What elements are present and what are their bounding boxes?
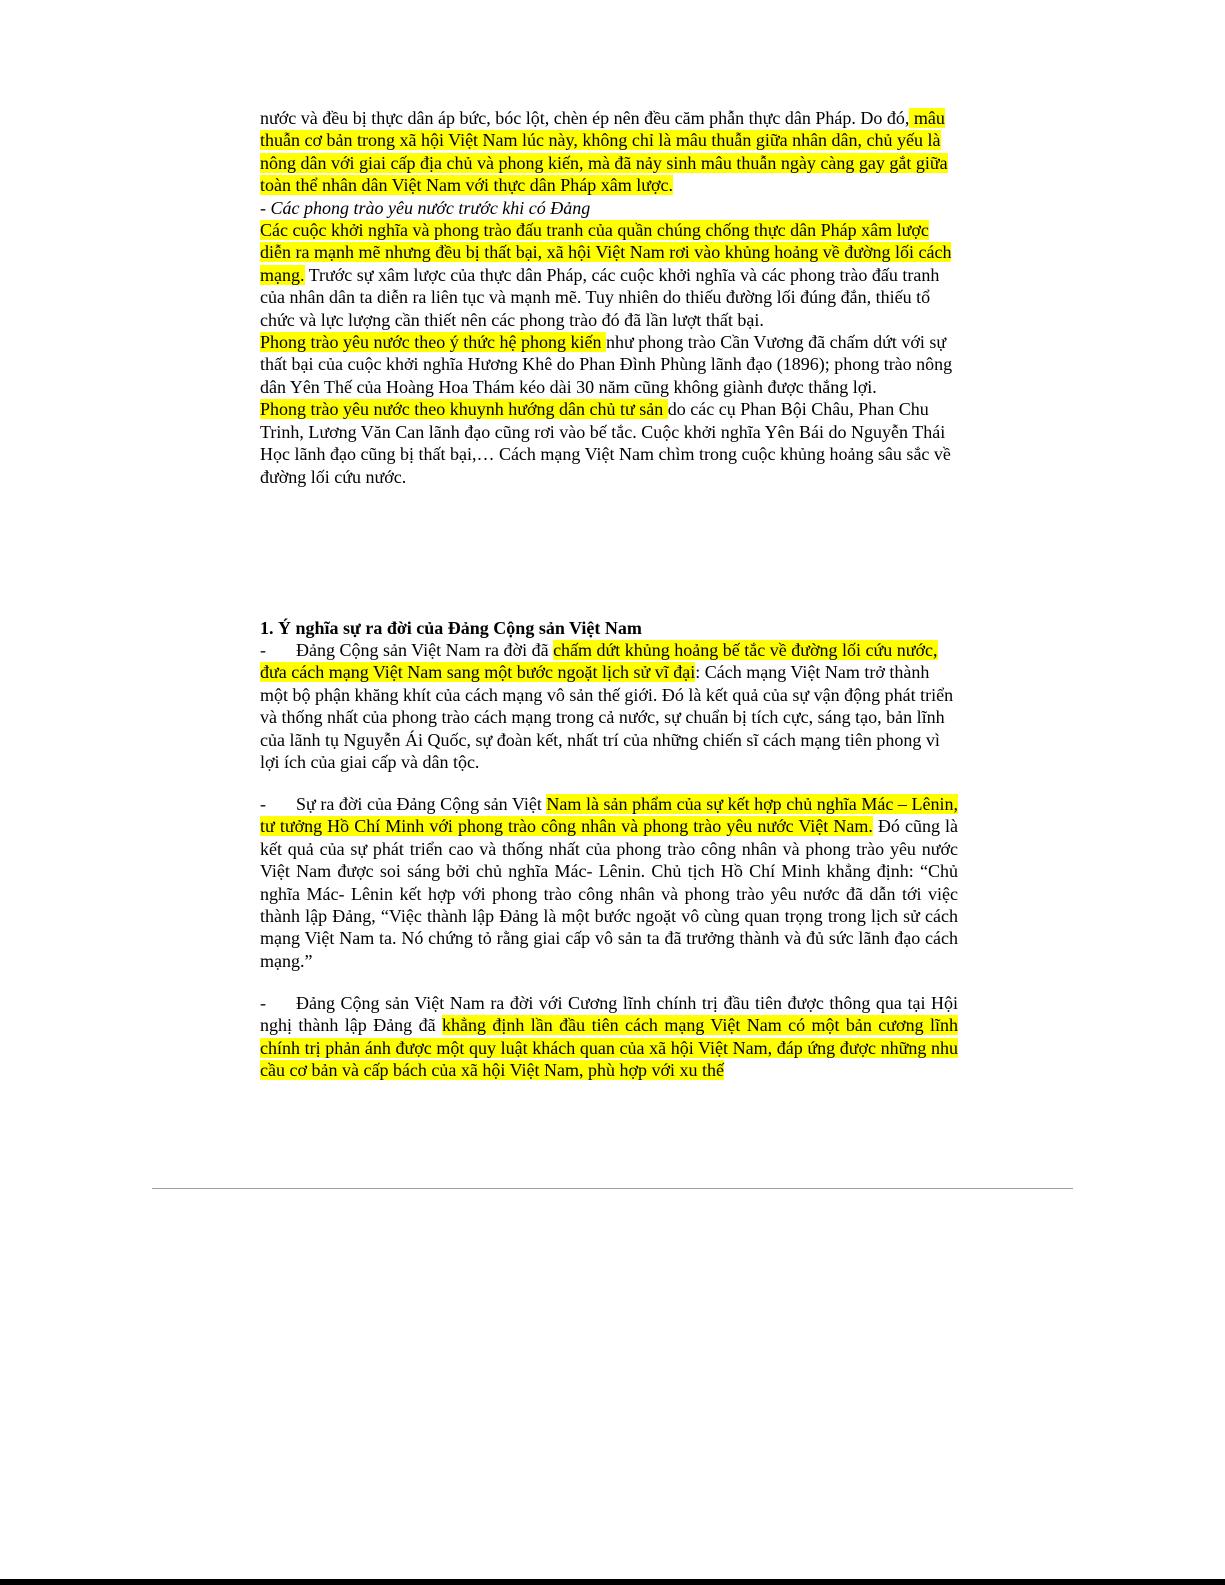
highlighted-text: mâu thuẫn cơ bản trong xã hội Việt Nam lúc này, không chỉ là mâu thuẫn giữa nhân dân, chủ yếu là nông dân với giai cấp địa chủ và phong kiến, mà đã nảy sinh mâu thuẫn ngày càng gay gắt giữa toàn thể nhân dân Việt Nam với thực dân Pháp xâm lược. xyxy=(260,108,948,196)
highlighted-text: Nam là sản phẩm của sự kết hợp chủ nghĩa Mác – Lênin, tư tưởng Hồ Chí Minh với phong trào công nhân và phong trào yêu nước Việt Nam. xyxy=(260,794,958,837)
paragraph-text: Trước sự xâm lược của thực dân Pháp, các cuộc khởi nghĩa và các phong trào đấu tranh của nhân dân ta diễn ra liên tục và mạnh mẽ. Tuy nhiên do thiếu đường lối đúng đắn, thiếu tổ chức và lực lượng cần thiết nên các phong trào đó đã lần lượt thất bại. xyxy=(260,264,940,330)
paragraph-movements xyxy=(260,219,958,331)
text-section-top xyxy=(260,107,958,488)
paragraph-text: : Cách mạng Việt Nam trở thành một bộ phận khăng khít của cách mạng vô sản thế giới. Đó là kết quả của sự vận động phát triển và thống nhất của phong trào cách mạng trong cả nước, sự chuẩn bị tích cực, sáng tạo, bản lĩnh của lãnh tụ Nguyễn Ái Quốc, sự đoàn kết, nhất trí của những chiến sĩ cách mạng tiên phong vì lợi ích của giai cấp và dân tộc. xyxy=(260,662,954,773)
bullet-significance-2 xyxy=(260,793,958,972)
highlighted-text: Phong trào yêu nước theo ý thức hệ phong kiến xyxy=(260,332,606,353)
subheading: - Các phong trào yêu nước trước khi có Đảng xyxy=(260,197,591,218)
page-divider xyxy=(152,1188,1073,1189)
highlighted-text: chấm dứt khủng hoảng bế tắc về đường lối cứu nước, đưa cách mạng Việt Nam sang một bước ngoặt lịch sử vĩ đại xyxy=(260,640,938,683)
paragraph-text: Đảng Cộng sản Việt Nam ra đời đã xyxy=(296,640,554,660)
bullet-significance-1 xyxy=(260,639,958,773)
paragraph-text: Sự ra đời của Đảng Cộng sản Việt xyxy=(296,794,547,814)
paragraph-bourgeois-movement xyxy=(260,398,958,488)
section-heading-text: 1. Ý nghĩa sự ra đời của Đảng Cộng sản Việt Nam xyxy=(260,618,642,638)
paragraph-text: Đảng Cộng sản Việt Nam ra đời với Cương lĩnh chính trị đầu tiên được thông qua tại Hội nghị thành lập Đảng đã xyxy=(260,993,958,1036)
paragraph-contradiction xyxy=(260,107,958,197)
paragraph-text: nước và đều bị thực dân áp bức, bóc lột, chèn ép nên đều căm phẫn thực dân Pháp. Do đó, xyxy=(260,108,910,128)
bullet-significance-3 xyxy=(260,992,958,1082)
bullet-dash: - xyxy=(260,640,266,660)
bullet-dash: - xyxy=(260,794,266,814)
highlighted-text: Các cuộc khởi nghĩa và phong trào đấu tranh của quần chúng chống thực dân Pháp xâm lược diễn ra mạnh mẽ nhưng đều bị thất bại, xã hội Việt Nam rơi vào khủng hoảng về đường lối cách mạng. xyxy=(260,220,952,285)
paragraph-text: do các cụ Phan Bội Châu, Phan Chu Trinh, Lương Văn Can lãnh đạo cũng rơi vào bế tắc. Cuộc khởi nghĩa Yên Bái do Nguyễn Thái Học lãnh đạo cũng bị thất bại,… Cách mạng Việt Nam chìm trong cuộc khủng hoảng sâu sắc về đường lối cứu nước. xyxy=(260,399,951,487)
paragraph-text: như phong trào Cần Vương đã chấm dứt với sự thất bại của cuộc khởi nghĩa Hương Khê do Phan Đình Phùng lãnh đạo (1896); phong trào nông dân Yên Thế của Hoàng Hoa Thám kéo dài 30 năm cũng không giành được thắng lợi. xyxy=(260,332,953,397)
paragraph-text: Đó cũng là kết quả của sự phát triển cao và thống nhất của phong trào công nhân và phong trào yêu nước Việt Nam được soi sáng bởi chủ nghĩa Mác- Lênin. Chủ tịch Hồ Chí Minh khẳng định: “Chủ nghĩa Mác- Lênin kết hợp với phong trào công nhân và phong trào yêu nước đã dẫn tới việc thành lập Đảng, “Việc thành lập Đảng là một bước ngoặt vô cùng quan trọng trong lịch sử cách mạng Việt Nam ta. Nó chứng tỏ rằng giai cấp vô sản ta đã trưởng thành và đủ sức lãnh đạo cách mạng.” xyxy=(260,816,958,971)
bottom-edge-bar xyxy=(0,1579,1225,1585)
bullet-dash: - xyxy=(260,993,266,1013)
paragraph-feudal-movement xyxy=(260,331,958,398)
highlighted-text: Phong trào yêu nước theo khuynh hướng dân chủ tư sản xyxy=(260,399,668,420)
section-heading xyxy=(260,617,958,639)
highlighted-text: khẳng định lần đầu tiên cách mạng Việt Nam có một bản cương lĩnh chính trị phản ánh được một quy luật khách quan của xã hội Việt Nam, đáp ứng được những nhu cầu cơ bản và cấp bách của xã hội Việt Nam, phù hợp với xu thế xyxy=(260,1015,958,1081)
